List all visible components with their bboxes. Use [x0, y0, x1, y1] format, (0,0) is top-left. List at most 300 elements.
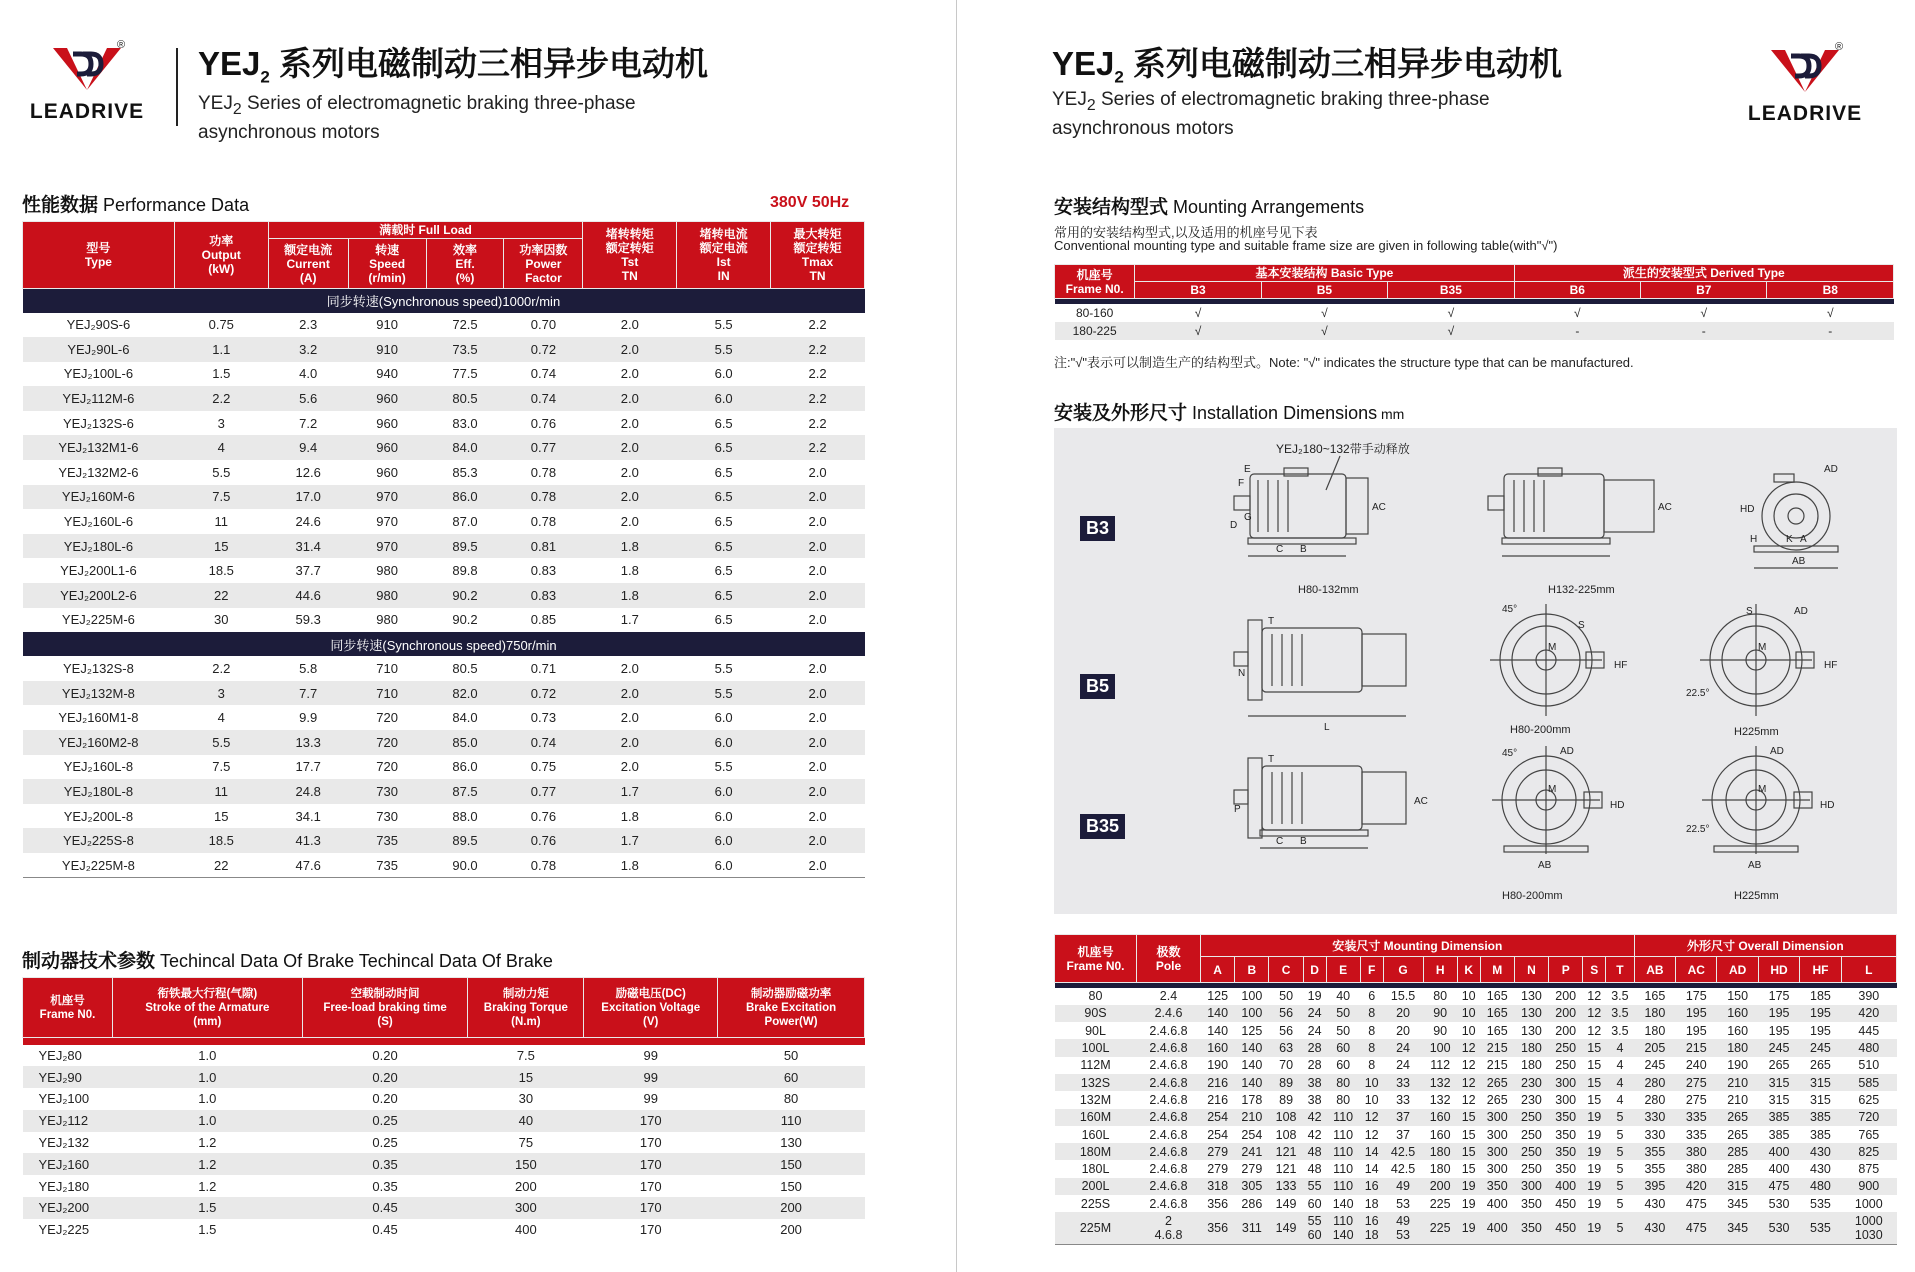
table-cell: 0.20 — [372, 1091, 398, 1107]
table-row — [23, 435, 865, 460]
table-cell — [1634, 1212, 1675, 1244]
table-cell: 0.20 — [302, 1066, 468, 1088]
table-row — [23, 583, 865, 608]
motor-type-cell: YEJ₂200L2-6 — [23, 583, 175, 608]
table-cell: 80.5 — [426, 386, 504, 411]
table-row — [1055, 1022, 1897, 1039]
dim-letter: B — [1300, 836, 1307, 847]
table-row — [23, 828, 865, 853]
frame-cell: YEJ₂132 — [38, 1135, 90, 1151]
table-cell — [1583, 1212, 1606, 1244]
table-cell: 24.8 — [268, 779, 348, 804]
table-cell: 99 — [643, 1091, 658, 1107]
table-cell: 31.4 — [268, 534, 348, 559]
table-cell: 215 — [1480, 1039, 1514, 1056]
cell-line: 5 — [1616, 1221, 1624, 1236]
table-cell: 20 — [1383, 1005, 1423, 1022]
table-cell: 970 — [376, 514, 398, 530]
table-cell: 12 — [1457, 1074, 1480, 1091]
table-cell: 6.0 — [677, 386, 771, 411]
table-row — [1055, 1005, 1897, 1022]
table-row — [1055, 1039, 1897, 1056]
table-cell: 10 — [1364, 1092, 1379, 1107]
b5-flange-view-1 — [1490, 604, 1604, 716]
table-cell: 16 — [1360, 1178, 1383, 1195]
table-cell: 420 — [1676, 1178, 1717, 1195]
dim-col-header: N — [1514, 957, 1548, 983]
table-cell: 2.0 — [808, 661, 827, 677]
table-cell: 970 — [348, 485, 426, 510]
table-cell: 165 — [1486, 989, 1508, 1004]
table-cell: 300 — [1486, 1162, 1508, 1177]
brake-col-header: 衔铁最大行程(气隙) Stroke of the Armature (mm) — [112, 978, 302, 1038]
table-row — [23, 411, 865, 436]
table-cell: 3.5 — [1606, 1005, 1635, 1022]
table-cell: 0.78 — [504, 485, 583, 510]
table-cell: 160 — [1727, 1023, 1749, 1038]
table-cell: 2.0 — [808, 612, 827, 628]
table-cell: 195 — [1758, 1005, 1799, 1022]
table-cell: 170 — [584, 1197, 718, 1219]
dim-letter: HF — [1824, 660, 1838, 671]
motor-type-cell: YEJ₂100L-6 — [63, 366, 134, 382]
table-cell: 90 — [1433, 1023, 1448, 1038]
table-cell: 37 — [1396, 1127, 1411, 1142]
table-cell — [1137, 1212, 1201, 1244]
table-cell: 315 — [1717, 1178, 1758, 1195]
table-cell: 216 — [1201, 1074, 1235, 1091]
table-cell: 110 — [1326, 1109, 1360, 1126]
dim-col-header: M — [1480, 957, 1514, 983]
table-cell: 160 — [1717, 1005, 1758, 1022]
cell-line: 311 — [1241, 1221, 1262, 1236]
table-cell: 2.0 — [808, 514, 827, 530]
table-cell: 2.0 — [583, 681, 677, 706]
cell-line: 1030 — [1854, 1228, 1883, 1243]
dim-col-header: A — [1201, 957, 1235, 983]
col-tmax: 最大转矩 额定转矩 Tmax TN — [771, 222, 865, 289]
table-cell: 2.0 — [808, 563, 827, 579]
table-cell: 265 — [1486, 1092, 1508, 1107]
table-cell: 2.0 — [771, 485, 865, 510]
dim-col-header: G — [1383, 957, 1423, 983]
table-cell: 2.2 — [771, 386, 865, 411]
table-cell: 19 — [1587, 1127, 1602, 1142]
table-cell: 34.1 — [295, 808, 321, 824]
header-divider — [176, 48, 178, 126]
motor-type-cell: YEJ₂90L-6 — [23, 337, 175, 362]
table-cell: 150 — [1727, 989, 1749, 1004]
table-row — [23, 681, 865, 706]
diagram-note: YEJ₂180~132带手动释放 — [1276, 442, 1410, 456]
table-cell: 350 — [1480, 1178, 1514, 1195]
table-cell: 280 — [1644, 1092, 1666, 1107]
frame-cell: 100L — [1055, 1039, 1137, 1056]
table-cell: 250 — [1514, 1143, 1548, 1160]
table-cell: 72.5 — [452, 317, 478, 333]
dim-letter: HD — [1820, 800, 1835, 811]
col-overall-dimension: 外形尺寸 Overall Dimension — [1634, 935, 1896, 957]
table-cell: 89.5 — [426, 828, 504, 853]
col-pole: 极数 Pole — [1137, 935, 1201, 983]
table-cell: 170 — [584, 1153, 718, 1175]
table-cell: 195 — [1685, 1023, 1707, 1038]
mount-check-cell: - — [1514, 322, 1640, 340]
table-cell: 108 — [1275, 1127, 1297, 1142]
table-cell: 160 — [1201, 1039, 1235, 1056]
table-cell: 200 — [515, 1178, 537, 1194]
table-cell: 48 — [1307, 1162, 1322, 1177]
table-cell: 420 — [1841, 1005, 1896, 1022]
frame-cell: YEJ₂112 — [23, 1110, 113, 1132]
table-cell: 2.4.6.8 — [1137, 1039, 1201, 1056]
mount-type-header: B5 — [1261, 282, 1387, 299]
table-cell: 56 — [1269, 1005, 1303, 1022]
table-cell: 89 — [1279, 1092, 1294, 1107]
table-cell: 12 — [1587, 1023, 1602, 1038]
install-title: 安装及外形尺寸 Installation Dimensions mm — [1054, 403, 1405, 424]
table-cell: 2.0 — [620, 661, 639, 677]
table-cell: 42.5 — [1383, 1143, 1423, 1160]
table-cell: 0.72 — [504, 681, 583, 706]
table-row — [23, 1175, 865, 1197]
table-cell: 2.4.6.8 — [1137, 1178, 1201, 1195]
table-cell: 355 — [1644, 1162, 1666, 1177]
table-row — [1055, 1143, 1897, 1160]
motor-type-cell: YEJ₂132M-8 — [23, 681, 175, 706]
table-cell: 1.0 — [112, 1066, 302, 1088]
dim-letter: A — [1800, 534, 1807, 545]
table-cell: 12 — [1457, 1039, 1480, 1056]
table-cell: 33 — [1383, 1074, 1423, 1091]
motor-type-cell: YEJ₂225M-8 — [23, 853, 175, 878]
table-cell: 200 — [1549, 1005, 1583, 1022]
table-cell: 254 — [1207, 1127, 1229, 1142]
table-cell: 6.0 — [714, 808, 733, 824]
table-cell: 279 — [1201, 1143, 1235, 1160]
table-cell: 940 — [376, 366, 398, 382]
dim-letter: E — [1244, 464, 1251, 475]
table-cell: 130 — [1521, 1023, 1542, 1038]
motor-type-cell: YEJ₂132M1-6 — [23, 435, 175, 460]
table-cell: 10 — [1461, 989, 1476, 1004]
mounting-desc-cn: 常用的安装结构型式,以及适用的机座号见下表 — [1054, 225, 1318, 240]
cell-line: 18 — [1364, 1228, 1379, 1243]
table-cell: 80 — [1336, 1092, 1351, 1107]
table-row — [23, 804, 865, 829]
brake-title: 制动器技术参数 Techincal Data Of Brake Techincal Data Of Brake — [22, 951, 553, 972]
table-cell: 17.0 — [268, 485, 348, 510]
table-cell: 77.5 — [452, 366, 478, 382]
table-cell: 300 — [1480, 1109, 1514, 1126]
table-cell: 245 — [1644, 1058, 1666, 1073]
b35-end-view-1 — [1492, 746, 1602, 854]
mount-type-header: B8 — [1767, 282, 1894, 299]
table-cell: 2.0 — [771, 534, 865, 559]
brand-name-right: LEADRIVE — [1747, 102, 1863, 125]
table-cell: 0.78 — [530, 514, 557, 530]
table-cell: 100 — [1235, 1005, 1269, 1022]
frame-cell: 180L — [1081, 1162, 1110, 1177]
frame-cell: 132M — [1079, 1092, 1112, 1107]
table-row — [23, 1132, 865, 1154]
table-cell: 1.0 — [112, 1110, 302, 1132]
table-cell: 2.0 — [808, 808, 827, 824]
table-cell: 6.5 — [677, 485, 771, 510]
table-cell: 5 — [1606, 1109, 1635, 1126]
label-b3: B3 — [1080, 516, 1115, 541]
col-tst: 堵转转矩 额定转矩 Tst TN — [583, 222, 677, 289]
table-cell: 245 — [1800, 1039, 1841, 1056]
table-cell: 6.5 — [677, 435, 771, 460]
table-cell: 910 — [348, 337, 426, 362]
table-cell: 0.75 — [208, 317, 234, 333]
motor-type-cell: YEJ₂225S-8 — [23, 828, 175, 853]
table-cell: 7.5 — [212, 759, 231, 775]
table-cell: 0.75 — [530, 759, 557, 775]
table-row — [23, 1197, 865, 1219]
table-cell: 85.0 — [426, 730, 504, 755]
dim-letter: K — [1786, 534, 1793, 545]
table-cell: 430 — [1800, 1143, 1841, 1160]
table-cell: 17.7 — [295, 759, 321, 775]
table-cell: 480 — [1800, 1178, 1841, 1195]
table-cell: 625 — [1858, 1092, 1880, 1107]
table-cell: 1.1 — [174, 337, 268, 362]
motor-type-cell: YEJ₂160M2-8 — [23, 730, 175, 755]
brake-col-header: 制动器励磁功率 Brake Excitation Power(W) — [718, 978, 865, 1038]
col-type: 型号 Type — [23, 222, 175, 289]
dim-letter: AD — [1824, 464, 1838, 475]
frame-cell: YEJ₂160 — [23, 1153, 113, 1175]
table-cell: 160 — [1429, 1127, 1451, 1142]
table-cell: 14 — [1364, 1162, 1379, 1177]
table-cell: 380 — [1676, 1143, 1717, 1160]
table-cell: 30 — [518, 1091, 534, 1107]
table-cell: 110 — [1326, 1178, 1360, 1195]
table-cell: 910 — [376, 317, 398, 333]
table-cell: 20 — [1396, 1023, 1411, 1038]
table-cell: 2.0 — [620, 366, 639, 382]
table-cell: 330 — [1644, 1127, 1666, 1142]
table-cell: 335 — [1685, 1127, 1707, 1142]
table-cell: 240 — [1685, 1058, 1707, 1073]
dim-col-header: HF — [1800, 957, 1841, 983]
table-cell: 1.8 — [583, 853, 677, 878]
frame-cell: YEJ₂225 — [38, 1222, 90, 1238]
table-cell: 165 — [1644, 989, 1666, 1004]
table-cell: 22 — [174, 853, 268, 878]
table-row — [23, 656, 865, 681]
cell-line: 535 — [1810, 1221, 1831, 1236]
table-cell: 18.5 — [174, 828, 268, 853]
dim-col-header: B — [1235, 957, 1269, 983]
table-cell: 1.5 — [212, 366, 231, 382]
table-cell: 400 — [1768, 1162, 1790, 1177]
table-cell: 125 — [1207, 989, 1229, 1004]
table-cell: 300 — [1555, 1092, 1577, 1107]
table-cell: 475 — [1685, 1196, 1707, 1211]
dim-col-header: L — [1841, 957, 1896, 983]
table-row — [23, 509, 865, 534]
dim-letter: F — [1238, 478, 1245, 489]
table-cell: 1.5 — [112, 1197, 302, 1219]
table-cell: 133 — [1269, 1178, 1303, 1195]
table-cell: 80 — [783, 1091, 799, 1107]
dim-letter: AD — [1770, 746, 1784, 757]
dim-letter: T — [1268, 616, 1275, 627]
caption-b35-3: H225mm — [1734, 890, 1779, 902]
dim-letter: AD — [1560, 746, 1574, 757]
table-cell: 4 — [174, 435, 268, 460]
table-cell: 210 — [1235, 1109, 1269, 1126]
table-cell: 720 — [1841, 1109, 1896, 1126]
table-cell: 89.8 — [452, 563, 478, 579]
frame-cell: 90L — [1085, 1023, 1106, 1038]
cell-line: 149 — [1275, 1221, 1297, 1236]
brake-table — [22, 977, 865, 1241]
table-cell: 6.0 — [677, 730, 771, 755]
table-cell: 12 — [1364, 1127, 1379, 1142]
table-cell: 53 — [1396, 1196, 1411, 1211]
mount-check-cell: √ — [1447, 305, 1455, 320]
table-cell: 38 — [1303, 1074, 1326, 1091]
mounting-table — [1054, 264, 1894, 340]
table-cell: 6.0 — [677, 853, 771, 878]
table-cell: 6.5 — [714, 464, 733, 480]
table-cell: 84.0 — [452, 710, 478, 726]
dim-letter: L — [1324, 722, 1330, 733]
table-cell — [1841, 1212, 1896, 1244]
table-cell: 12 — [1583, 1005, 1606, 1022]
table-cell: 355 — [1634, 1143, 1675, 1160]
table-cell: 2.0 — [583, 386, 677, 411]
dim-col-header: F — [1360, 957, 1383, 983]
table-cell: 5.5 — [212, 464, 231, 480]
table-row — [23, 853, 865, 878]
table-cell: 175 — [1768, 989, 1790, 1004]
table-row — [23, 705, 865, 730]
leadrive-logo-right — [1730, 40, 1880, 140]
table-cell: 87.0 — [452, 514, 478, 530]
col-frame: 机座号 Frame N0. — [1055, 935, 1137, 983]
table-cell: 450 — [1555, 1196, 1577, 1211]
col-output: 功率 Output (kW) — [174, 222, 268, 289]
brake-col-header: 机座号 Frame N0. — [23, 978, 113, 1038]
motor-type-cell: YEJ₂200L-8 — [63, 808, 134, 824]
table-cell: 195 — [1810, 1023, 1831, 1038]
table-cell: 0.35 — [302, 1153, 468, 1175]
table-cell — [1360, 1212, 1383, 1244]
table-cell: 2.4.6.8 — [1137, 1143, 1201, 1160]
dim-letter: HD — [1740, 504, 1755, 515]
caption-b5-3: H225mm — [1734, 726, 1779, 738]
frame-cell: 112M — [1080, 1058, 1111, 1073]
label-b5: B5 — [1080, 674, 1115, 699]
table-cell: 170 — [639, 1135, 662, 1151]
mount-type-header: B6 — [1514, 282, 1640, 299]
table-cell: 15 — [1583, 1039, 1606, 1056]
table-cell: 178 — [1241, 1092, 1263, 1107]
cell-line: 225M — [1079, 1221, 1112, 1236]
caption-b35-2: H80-200mm — [1502, 890, 1563, 902]
table-cell: 2.4.6.8 — [1137, 1109, 1201, 1126]
mounting-desc-en: Conventional mounting type and suitable frame size are given in following table(with"√") — [1054, 238, 1558, 253]
table-cell: 5 — [1616, 1127, 1624, 1142]
table-cell: 5 — [1606, 1143, 1635, 1160]
table-cell: 140 — [1332, 1196, 1354, 1211]
table-cell: 7.2 — [299, 415, 318, 431]
table-row — [23, 779, 865, 804]
table-row — [23, 1066, 865, 1088]
table-cell: 0.76 — [530, 415, 557, 431]
col-derived-type: 派生的安装型式 Derived Type — [1514, 265, 1893, 282]
table-cell: 475 — [1758, 1178, 1799, 1195]
frame-cell: 90S — [1055, 1005, 1137, 1022]
table-cell: 9.9 — [299, 710, 318, 726]
table-cell: 6.5 — [714, 415, 733, 431]
table-cell: 15 — [1457, 1109, 1480, 1126]
caption-b3-2: H132-225mm — [1548, 584, 1615, 596]
table-cell: 15 — [1461, 1162, 1476, 1177]
table-cell: 215 — [1676, 1039, 1717, 1056]
table-cell — [1676, 1212, 1717, 1244]
table-cell: 40 — [468, 1110, 584, 1132]
table-cell: 1.2 — [198, 1135, 217, 1151]
table-cell: 4 — [217, 710, 225, 726]
table-cell: 19 — [1583, 1178, 1606, 1195]
mount-check-cell: √ — [1135, 322, 1261, 340]
cell-line: 60 — [1307, 1228, 1322, 1243]
table-cell: 5 — [1616, 1196, 1624, 1211]
table-cell: 960 — [376, 464, 398, 480]
cell-line: 2 — [1165, 1214, 1172, 1229]
table-cell: 230 — [1521, 1092, 1542, 1107]
table-cell — [1606, 1212, 1635, 1244]
table-cell: 0.74 — [530, 366, 557, 382]
table-cell: 63 — [1269, 1039, 1303, 1056]
table-cell: 49 — [1383, 1178, 1423, 1195]
table-cell: 7.5 — [174, 485, 268, 510]
table-cell: 195 — [1800, 1005, 1841, 1022]
table-cell: 3.5 — [1611, 989, 1629, 1004]
table-cell: 5.5 — [714, 759, 733, 775]
table-cell: 430 — [1644, 1196, 1666, 1211]
table-cell: 5.5 — [714, 317, 733, 333]
table-cell: 2.2 — [174, 386, 268, 411]
installation-diagram — [1054, 428, 1897, 914]
dim-letter: 45° — [1502, 604, 1518, 615]
dim-col-header: T — [1606, 957, 1635, 983]
b35-side-view — [1234, 758, 1406, 848]
table-cell: 2.0 — [620, 464, 639, 480]
table-cell: 385 — [1758, 1109, 1799, 1126]
table-cell: 18 — [1364, 1196, 1379, 1211]
dim-col-header: K — [1457, 957, 1480, 983]
table-cell: 265 — [1768, 1058, 1790, 1073]
table-cell: 47.6 — [268, 853, 348, 878]
table-cell: 1.2 — [112, 1153, 302, 1175]
table-cell: 305 — [1235, 1178, 1269, 1195]
table-cell: 37 — [1383, 1109, 1423, 1126]
frame-cell: YEJ₂100 — [38, 1091, 90, 1107]
table-cell: 1.2 — [198, 1178, 217, 1194]
table-row — [23, 1153, 865, 1175]
table-cell: 12 — [1461, 1058, 1476, 1073]
table-cell: 254 — [1241, 1127, 1263, 1142]
table-cell: 180 — [1634, 1005, 1675, 1022]
table-cell: 121 — [1275, 1162, 1297, 1177]
